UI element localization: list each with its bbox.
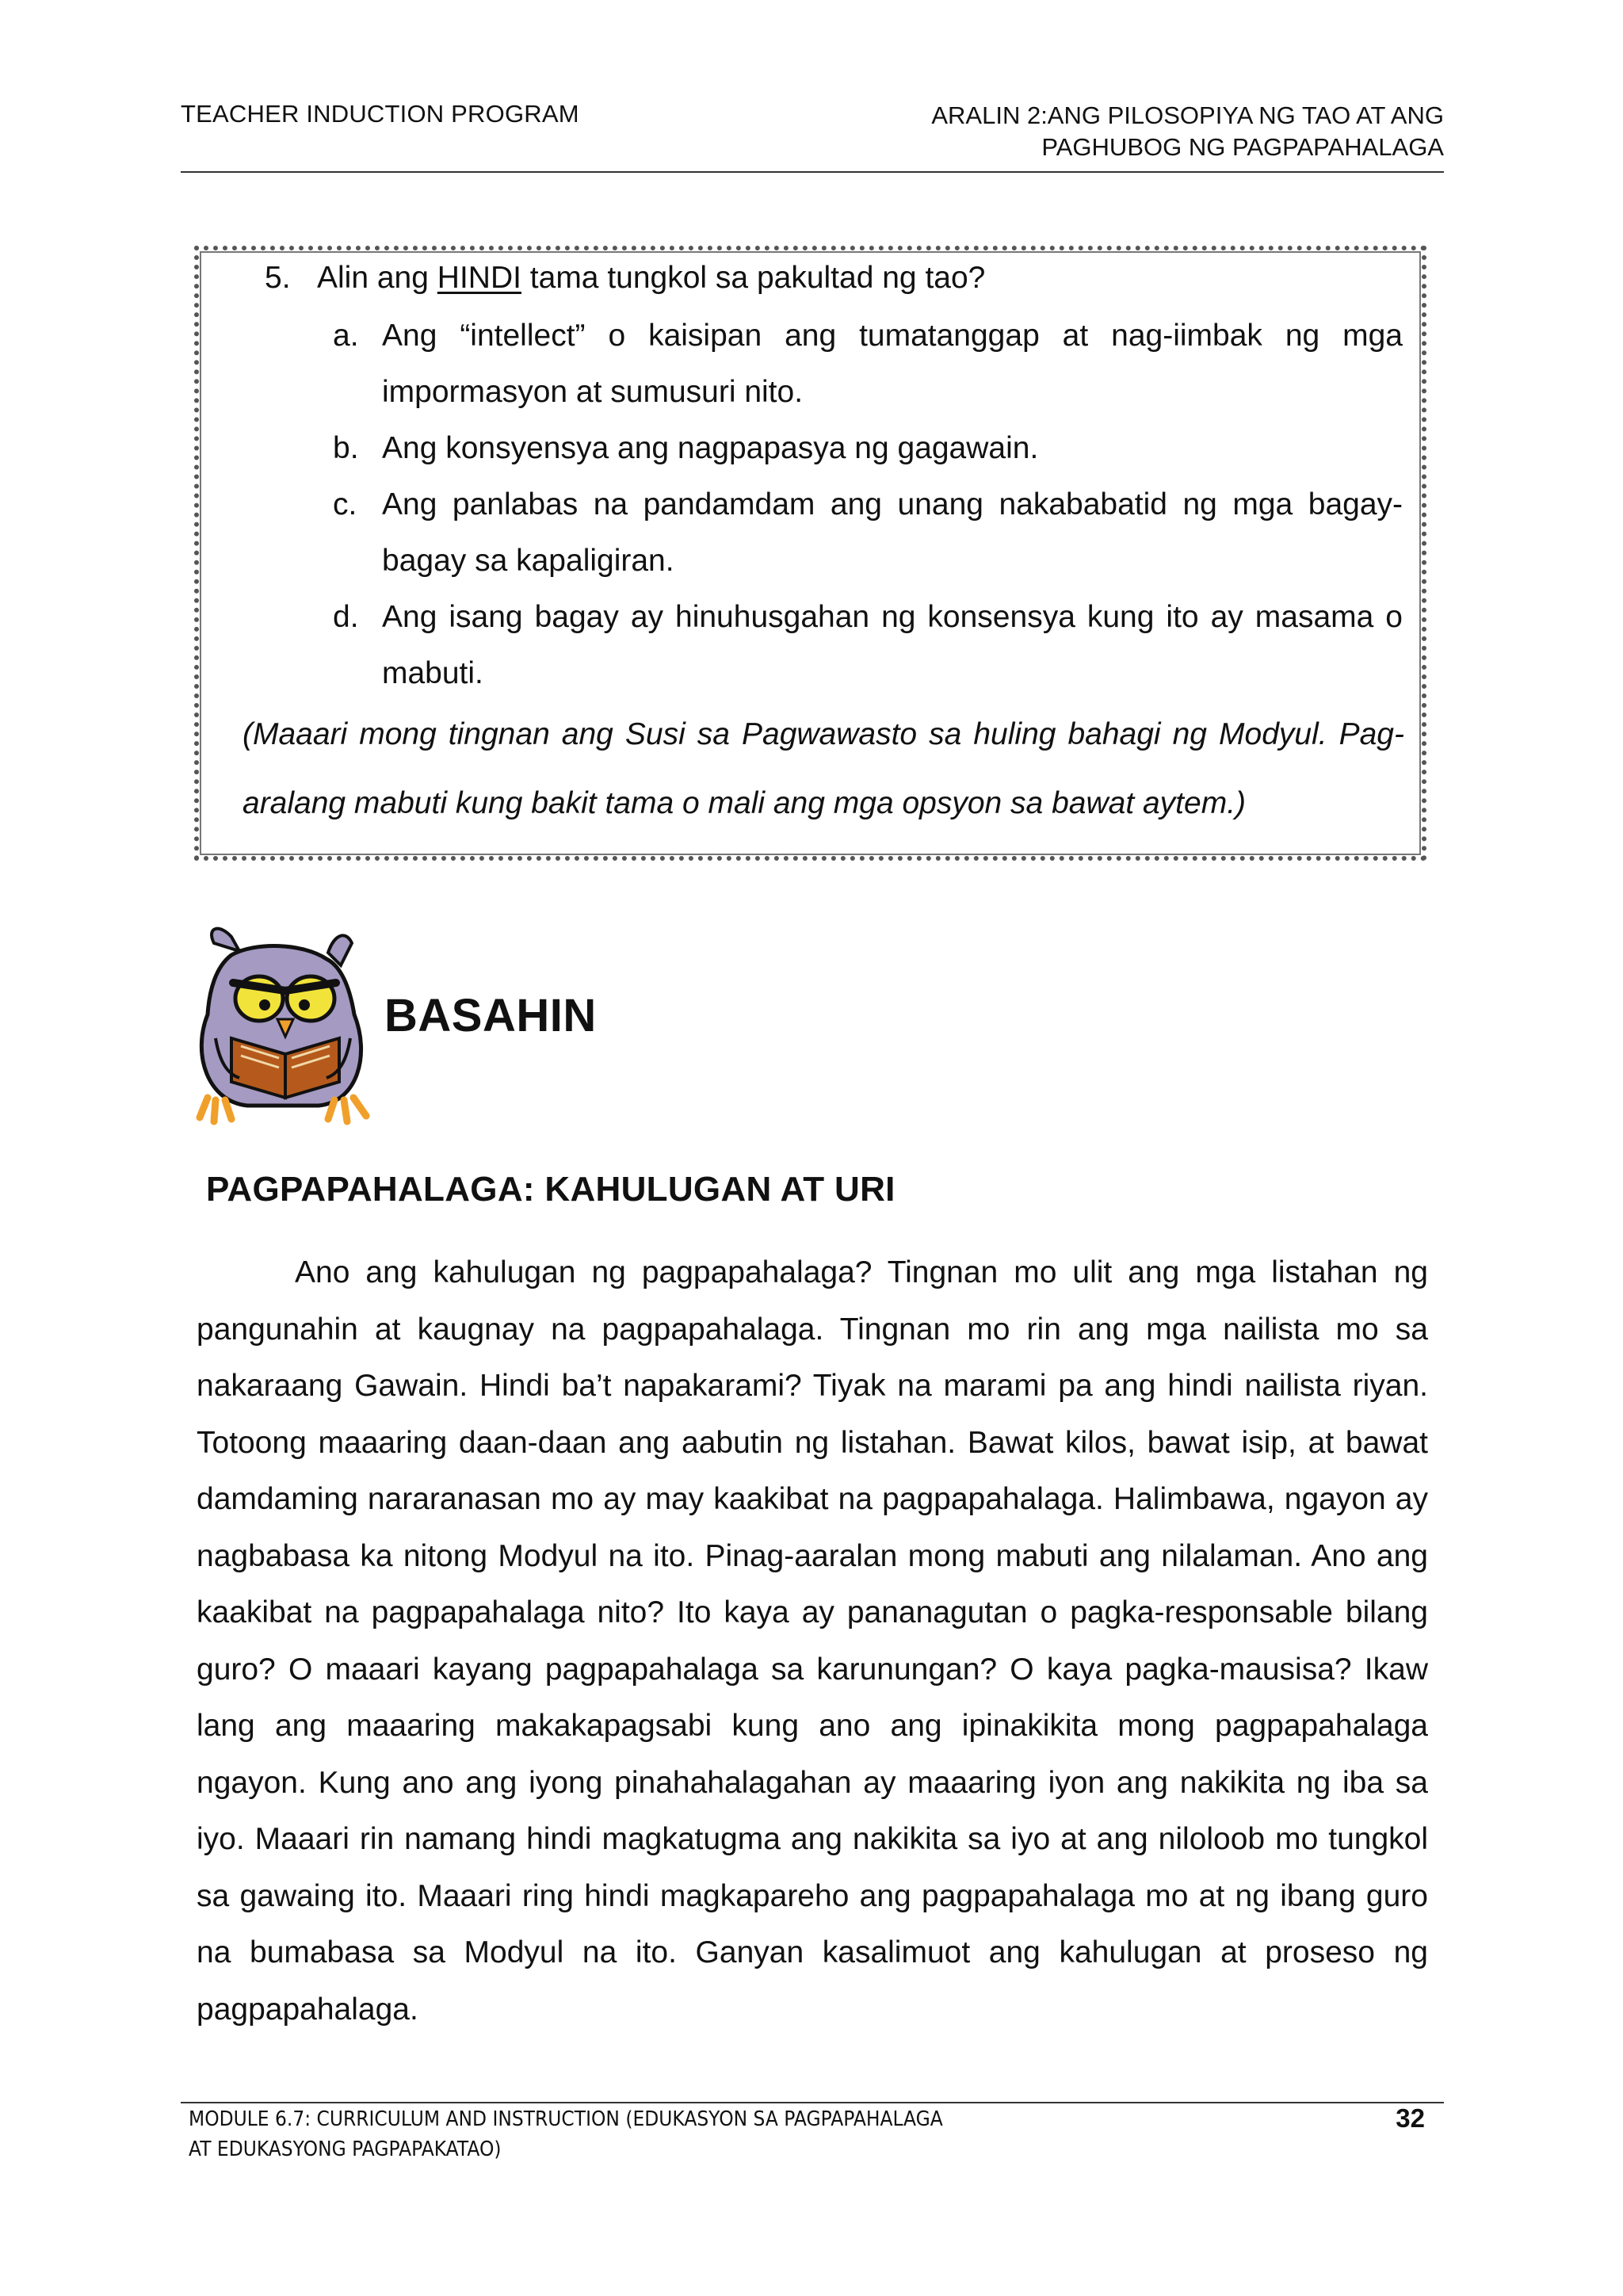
question-stem-before: Alin ang xyxy=(317,261,437,295)
option-b xyxy=(333,420,1403,476)
section-title: PAGPAPAHALAGA: KAHULUGAN AT URI xyxy=(206,1170,896,1209)
answer-key-note: (Maaari mong tingnan ang Susi sa Pagwawasto sa huling bahagi ng Modyul. Pag-aralang mabuti kung bakit tama o mali ang mga opsyon sa bawat aytem.) xyxy=(242,717,1404,820)
header-lesson-line-1: ARALIN 2:ANG PILOSOPIYA NG TAO AT ANG xyxy=(931,101,1444,129)
option-text: Ang panlabas na pandamdam ang unang nakababatid ng mga bagay-bagay sa kapaligiran. xyxy=(382,487,1403,578)
footer-divider xyxy=(181,2102,1444,2103)
option-text: Ang isang bagay ay hinuhusgahan ng konsensya kung ito ay masama o mabuti. xyxy=(382,600,1403,690)
header-program-title: TEACHER INDUCTION PROGRAM xyxy=(181,100,579,128)
header-divider xyxy=(181,171,1444,173)
question-stem-after: tama tungkol sa pakultad ng tao? xyxy=(521,261,986,295)
page-number: 32 xyxy=(1396,2103,1425,2133)
option-letter: b. xyxy=(333,431,359,465)
option-c xyxy=(333,476,1403,589)
option-letter: a. xyxy=(333,319,359,353)
option-text: Ang “intellect” o kaisipan ang tumatanggap at nag-iimbak ng mga impormasyon at sumusuri nito. xyxy=(382,319,1403,409)
question-stem xyxy=(265,261,985,296)
option-d xyxy=(333,589,1403,701)
footer-module-title xyxy=(189,2104,1044,2164)
option-text: Ang konsyensya ang nagpapasya ng gagawain. xyxy=(382,431,1039,465)
option-letter: d. xyxy=(333,600,359,634)
footer-line-2: AT EDUKASYONG PAGPAPAKATAO) xyxy=(189,2137,502,2161)
question-number: 5. xyxy=(265,261,291,295)
body-paragraph: Ano ang kahulugan ng pagpapahalaga? Tingnan mo ulit ang mga listahan ng pangunahin at kaugnay na pagpapahalaga. Tingnan mo rin ang mga nailista mo sa nakaraang Gawain. Hindi ba’t napakarami? Tiyak na marami pa ang hindi nailista riyan. Totoong maaaring daan-daan ang aabutin ng listahan. Bawat kilos, bawat isip, at bawat damdaming nararanasan mo ay may kaakibat na pagpapahalaga. Halimbawa, ngayon ay nagbabasa ka nitong Modyul na ito. Pinag-aaralan mong mabuti ang nilalaman. Ano ang kaakibat na pagpapahalaga nito? Ito kaya ay pananagutan o pagka-responsable bilang guro? O maaari kayang pagpapahalaga sa karunungan? O kaya pagka-mausisa? Ikaw lang ang maaaring makakapagsabi kung ano ang ipinakikita mong pagpapahalaga ngayon. Kung ano ang iyong pinahahalagahan ay maaaring iyon ang nakikita ng iba sa iyo. Maaari rin namang hindi magkatugma ang nakikita sa iyo at ang niloloob mo tungkol sa gawaing ito. Maaari ring hindi magkapareho ang pagpapahalaga mo at ng ibang guro na bumabasa sa Modyul na ito. Ganyan kasalimuot ang kahulugan at proseso ng pagpapahalaga. xyxy=(197,1255,1428,2027)
option-letter: c. xyxy=(333,487,357,521)
footer-line-1: MODULE 6.7: CURRICULUM AND INSTRUCTION (EDUKASYON SA PAGPAPAHALAGA xyxy=(189,2107,943,2131)
reading-owl-icon xyxy=(184,919,382,1125)
reading-heading: BASAHIN xyxy=(384,990,597,1041)
header-lesson-title xyxy=(731,100,1444,163)
header-lesson-line-2: PAGHUBOG NG PAGPAPAHALAGA xyxy=(1041,133,1444,161)
option-a xyxy=(333,308,1403,420)
question-stem-emphasis: HINDI xyxy=(437,261,521,295)
